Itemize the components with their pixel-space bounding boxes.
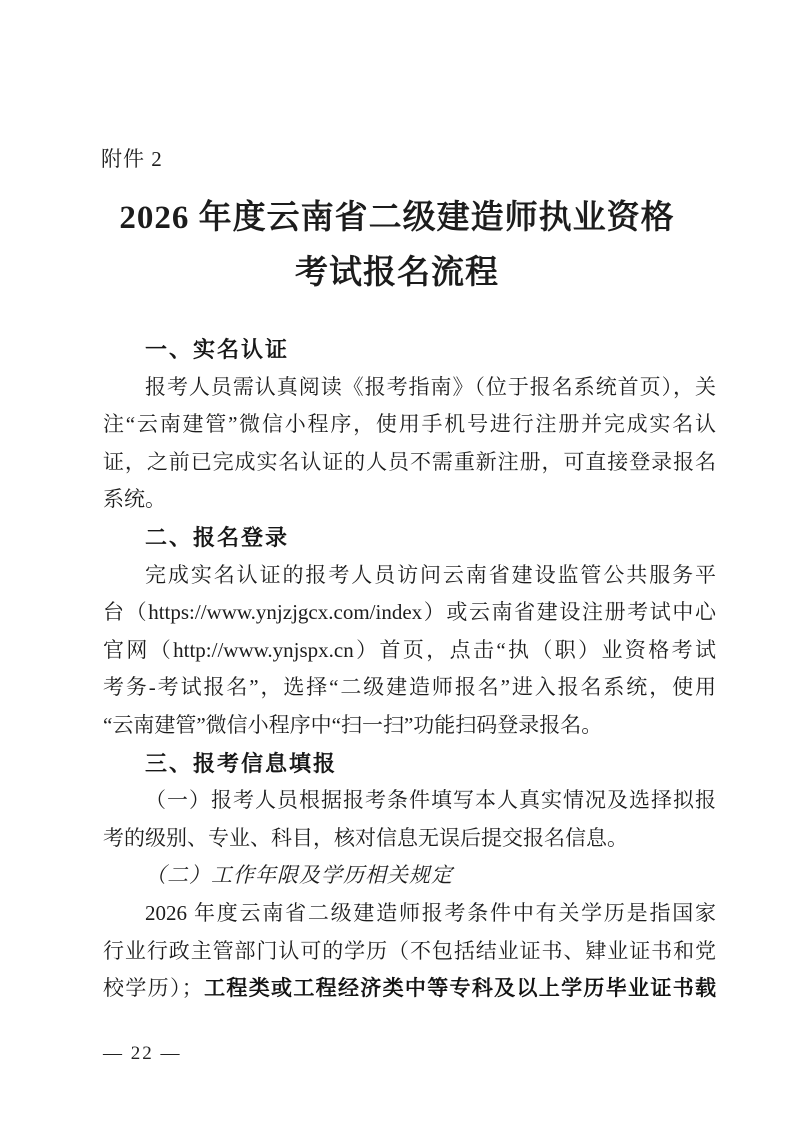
document-title-line2: 考试报名流程 xyxy=(295,255,499,291)
document-title xyxy=(0,191,794,301)
paragraph-line: 系统。 xyxy=(103,487,166,512)
section3-heading: 三、报考信息填报 xyxy=(145,750,338,776)
page-number: — 22 — xyxy=(103,1043,182,1064)
paragraph-line: 官网（http://www.ynjspx.cn）首页，点击“执（职）业资格考试 xyxy=(103,637,716,662)
paragraph-text-normal: 校学历）； xyxy=(103,976,203,1001)
paragraph-line: 完成实名认证的报考人员访问云南省建设监管公共服务平 xyxy=(145,562,716,587)
paragraph-line: 证，之前已完成实名认证的人员不需重新注册，可直接登录报名 xyxy=(103,449,716,474)
paragraph-line: 考的级别、专业、科目，核对信息无误后提交报名信息。 xyxy=(103,825,628,850)
paragraph-line: “云南建管”微信小程序中“扫一扫”功能扫码登录报名。 xyxy=(103,712,603,737)
paragraph-line: （一）报考人员根据报考条件填写本人真实情况及选择拟报 xyxy=(145,788,716,813)
section3-sub2-heading: （二）工作年限及学历相关规定 xyxy=(145,863,453,888)
paragraph-line: 考务-考试报名”，选择“二级建造师报名”进入报名系统，使用 xyxy=(103,675,716,700)
document-title-line1: 2026 年度云南省二级建造师执业资格 xyxy=(119,200,675,236)
section1-heading: 一、实名认证 xyxy=(145,337,290,362)
section2-heading: 二、报名登录 xyxy=(145,524,290,550)
paragraph-text-bold: 工程类或工程经济类中等专科及以上学历毕业证书载 xyxy=(202,977,717,1001)
attachment-label: 附件 2 xyxy=(101,147,163,171)
paragraph-line: 台（https://www.ynjzjgcx.com/index）或云南省建设注册考试中心 xyxy=(103,600,716,625)
paragraph-line: 注“云南建管”微信小程序，使用手机号进行注册并完成实名认 xyxy=(103,412,716,437)
paragraph-line: 行业行政主管部门认可的学历（不包括结业证书、肄业证书和党 xyxy=(103,938,716,963)
paragraph-line: 报考人员需认真阅读《报考指南》（位于报名系统首页），关 xyxy=(145,374,716,399)
paragraph-line: 2026 年度云南省二级建造师报考条件中有关学历是指国家 xyxy=(145,900,716,925)
document-body xyxy=(103,331,716,1008)
paragraph-line xyxy=(103,970,716,1008)
